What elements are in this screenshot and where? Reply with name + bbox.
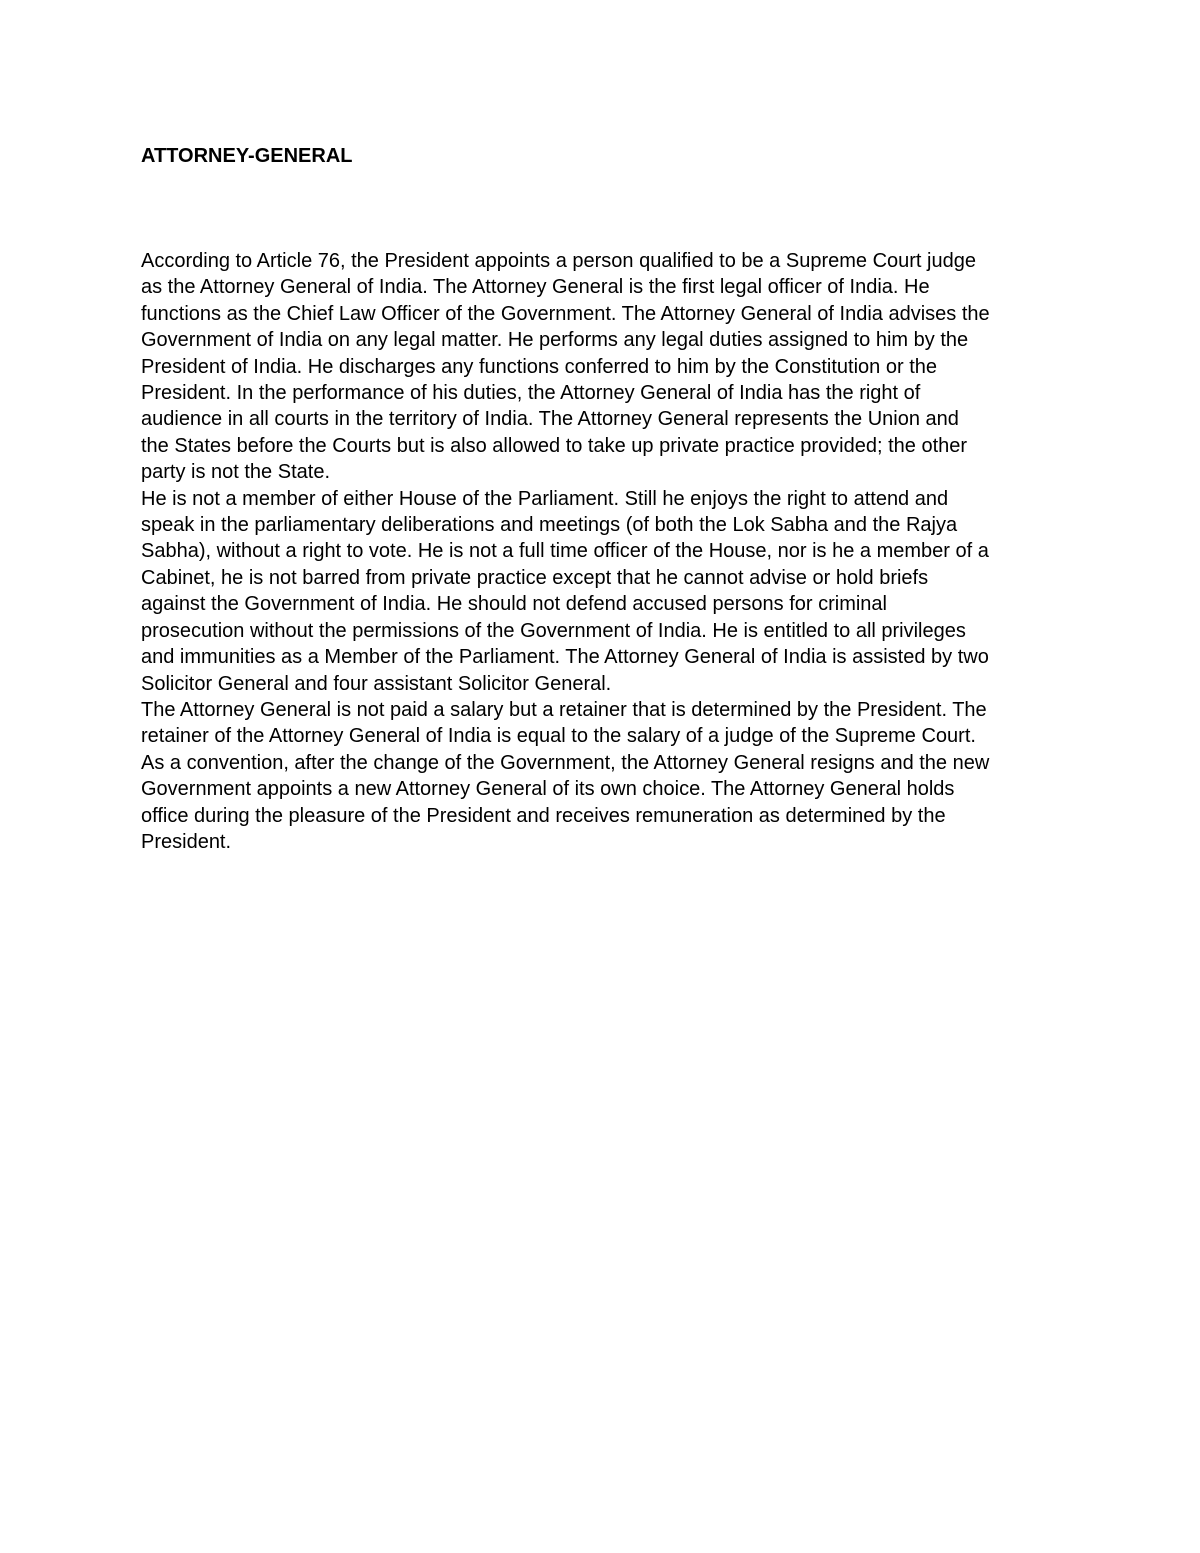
text-line: President.	[141, 830, 232, 853]
text-line: The Attorney General is not paid a salary but a retainer that is determined by the President. The	[141, 698, 987, 721]
text-line: Cabinet, he is not barred from private practice except that he cannot advise or hold briefs	[141, 566, 929, 589]
text-line: As a convention, after the change of the Government, the Attorney General resigns and the new	[141, 751, 990, 774]
text-line: the States before the Courts but is also allowed to take up private practice provided; the other	[141, 434, 968, 457]
text-line: retainer of the Attorney General of India is equal to the salary of a judge of the Supreme Court.	[141, 725, 976, 748]
text-line: and immunities as a Member of the Parliament. The Attorney General of India is assisted by two	[141, 646, 989, 669]
text-line: He is not a member of either House of the Parliament. Still he enjoys the right to attend and	[141, 487, 949, 510]
text-line: Solicitor General and four assistant Solicitor General.	[141, 672, 612, 695]
text-line: audience in all courts in the territory of India. The Attorney General represents the Union and	[141, 408, 959, 431]
text-line: party is not the State.	[141, 461, 330, 484]
text-line: President. In the performance of his duties, the Attorney General of India has the right of	[141, 382, 921, 405]
text-line: Sabha), without a right to vote. He is not a full time officer of the House, nor is he a member of a	[141, 540, 989, 563]
document-body	[141, 248, 1071, 855]
text-line: Government of India on any legal matter. He performs any legal duties assigned to him by the	[141, 329, 969, 352]
text-line: President of India. He discharges any functions conferred to him by the Constitution or the	[141, 355, 937, 378]
text-line: against the Government of India. He should not defend accused persons for criminal	[141, 593, 887, 616]
page-title: ATTORNEY-GENERAL	[141, 145, 353, 167]
text-line: speak in the parliamentary deliberations and meetings (of both the Lok Sabha and the Rajya	[141, 514, 958, 537]
text-line: functions as the Chief Law Officer of the Government. The Attorney General of India advises the	[141, 302, 990, 325]
text-line: prosecution without the permissions of the Government of India. He is entitled to all privileges	[141, 619, 966, 642]
text-line: Government appoints a new Attorney General of its own choice. The Attorney General holds	[141, 778, 955, 801]
text-line: as the Attorney General of India. The Attorney General is the first legal officer of India. He	[141, 276, 930, 299]
text-line: According to Article 76, the President appoints a person qualified to be a Supreme Court judge	[141, 250, 976, 272]
text-line: office during the pleasure of the President and receives remuneration as determined by the	[141, 804, 946, 827]
